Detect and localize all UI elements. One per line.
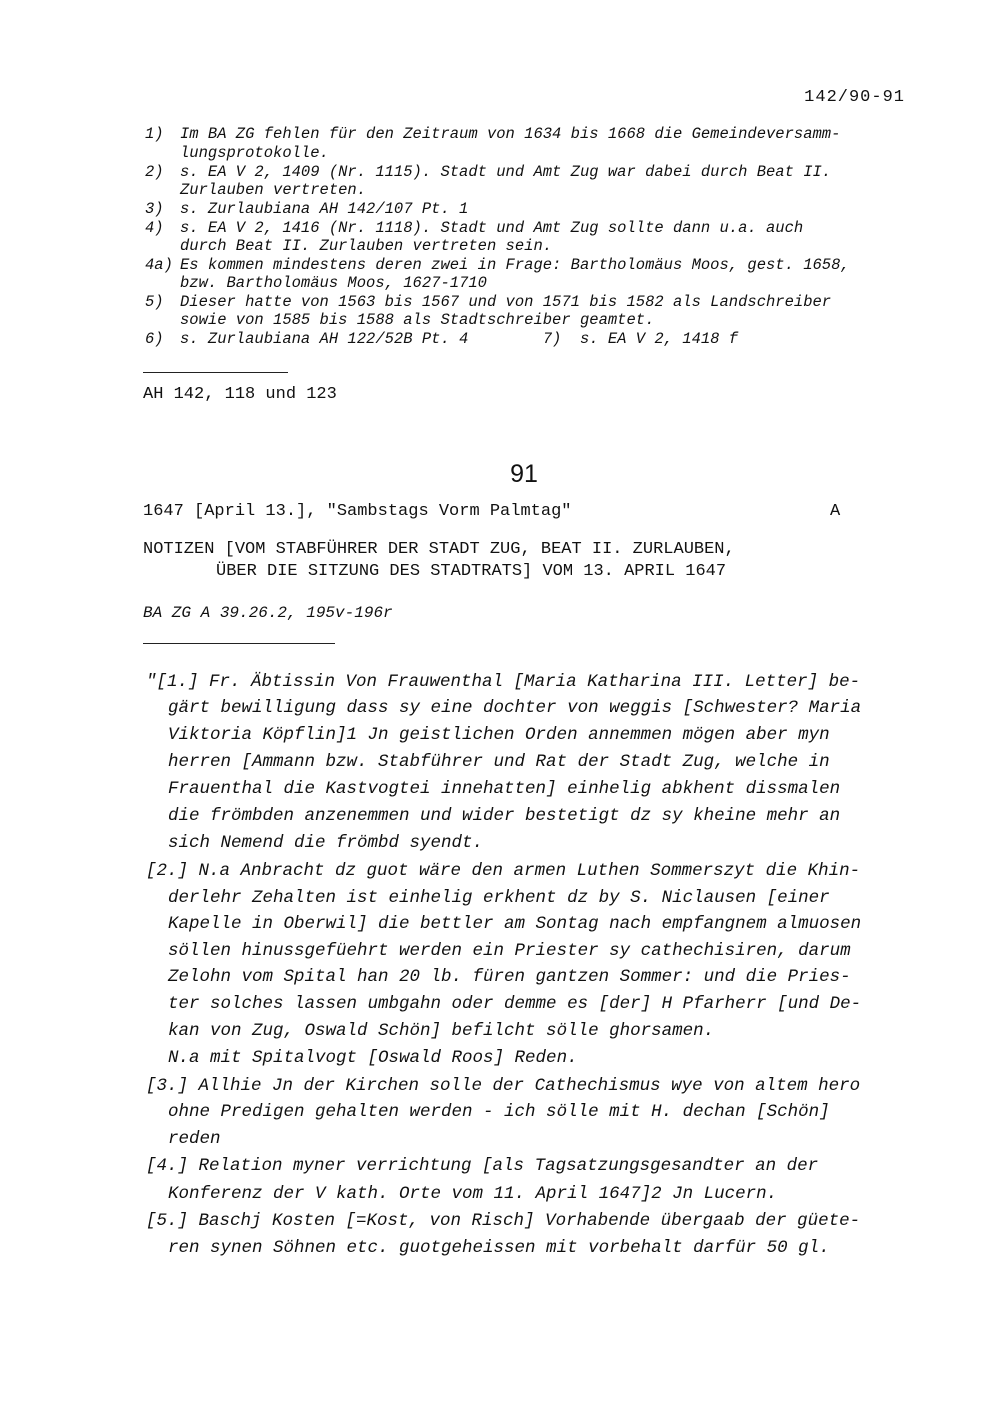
document-title-line: ÜBER DIE SITZUNG DES STADTRATS] VOM 13. APRIL 1647 bbox=[216, 562, 727, 581]
body-line: N.a mit Spitalvogt [Oswald Roos] Reden. bbox=[168, 1048, 578, 1068]
body-line: kan von Zug, Oswald Schön] befilcht sölle ghorsamen. bbox=[168, 1021, 715, 1041]
footnote-number: 4a) bbox=[145, 256, 173, 274]
reference-line: AH 142, 118 und 123 bbox=[143, 385, 337, 404]
body-line: Zelohn vom Spital han 20 lb. füren gantzen Sommer: und die Pries- bbox=[168, 967, 851, 987]
footnote-line: bzw. Bartholomäus Moos, 1627-1710 bbox=[180, 274, 487, 292]
body-line: die frömbden anzenemmen und wider bestetigt dz sy kheine mehr an bbox=[168, 806, 841, 826]
document-type-marker: A bbox=[830, 502, 841, 521]
footnote-divider bbox=[143, 372, 288, 373]
body-line: [4.] Relation myner verrichtung [als Tagsatzungsgesandter an der bbox=[146, 1156, 819, 1176]
document-date: 1647 [April 13.], "Sambstags Vorm Palmtag" bbox=[143, 502, 572, 521]
footnote-line: s. EA V 2, 1416 (Nr. 1118). Stadt und Amt Zug sollte dann u.a. auch bbox=[180, 219, 804, 237]
page-reference: 142/90-91 bbox=[804, 88, 905, 107]
footnote-number: 3) bbox=[145, 200, 164, 218]
body-line: Frauenthal die Kastvogtei innehatten] einhelig abkhent dissmalen bbox=[168, 779, 841, 799]
body-line: Konferenz der V kath. Orte vom 11. April 1647]2 Jn Lucern. bbox=[168, 1184, 778, 1204]
body-line: derlehr Zehalten ist einhelig erkhent dz by S. Niclausen [einer bbox=[168, 888, 830, 908]
body-line: [3.] Allhie Jn der Kirchen solle der Cathechismus wye von altem hero bbox=[146, 1076, 861, 1096]
footnote-line: durch Beat II. Zurlauben vertreten sein. bbox=[180, 237, 553, 255]
footnote-line: Im BA ZG fehlen für den Zeitraum von 1634 bis 1668 die Gemeindeversamm- bbox=[180, 125, 841, 143]
body-line: "[1.] Fr. Äbtissin Von Frauwenthal [Maria Katharina III. Letter] be- bbox=[146, 672, 861, 692]
footnote-line: Dieser hatte von 1563 bis 1567 und von 1571 bis 1582 als Landschreiber bbox=[180, 293, 832, 311]
body-line: reden bbox=[168, 1129, 221, 1149]
body-line: Kapelle in Oberwil] die bettler am Sontag nach empfangnem almuosen bbox=[168, 914, 862, 934]
footnote-line: lungsprotokolle. bbox=[180, 144, 329, 162]
footnote-line: Es kommen mindestens deren zwei in Frage: Bartholomäus Moos, gest. 1658, bbox=[180, 256, 850, 274]
footnote-number: 6) bbox=[145, 330, 164, 348]
footnote-number: 1) bbox=[145, 125, 164, 143]
document-source: BA ZG A 39.26.2, 195v-196r bbox=[143, 604, 393, 622]
footnote-line: sowie von 1585 bis 1588 als Stadtschreiber geamtet. bbox=[180, 311, 655, 329]
header-divider bbox=[143, 643, 335, 644]
body-line: gärt bewilligung dass sy eine dochter von weggis [Schwester? Maria bbox=[168, 698, 862, 718]
body-line: sich Nemend die frömbd syendt. bbox=[168, 833, 484, 853]
body-line: ohne Predigen gehalten werden - ich sölle mit H. dechan [Schön] bbox=[168, 1102, 830, 1122]
footnote-number: 5) bbox=[145, 293, 164, 311]
body-line: herren [Ammann bzw. Stabführer und Rat der Stadt Zug, welche in bbox=[168, 752, 830, 772]
body-line: ter solches lassen umbgahn oder demme es [der] H Pfarherr [und De- bbox=[168, 994, 862, 1014]
footnote-line: s. Zurlaubiana AH 122/52B Pt. 4 7) s. EA V 2, 1418 f bbox=[180, 330, 739, 348]
footnote-line: s. Zurlaubiana AH 142/107 Pt. 1 bbox=[180, 200, 469, 218]
footnote-line: Zurlauben vertreten. bbox=[180, 181, 367, 199]
body-line: ren synen Söhnen etc. guotgeheissen mit vorbehalt darfür 50 gl. bbox=[168, 1238, 830, 1258]
body-line: söllen hinussgefüehrt werden ein Priester sy cathechisiren, darum bbox=[168, 941, 851, 961]
footnote-number: 4) bbox=[145, 219, 164, 237]
footnote-number: 2) bbox=[145, 163, 164, 181]
body-line: [2.] N.a Anbracht dz guot wäre den armen Luthen Sommerszyt die Khin- bbox=[146, 861, 861, 881]
footnote-line: s. EA V 2, 1409 (Nr. 1115). Stadt und Amt Zug war dabei durch Beat II. bbox=[180, 163, 832, 181]
document-title-line: NOTIZEN [VOM STABFÜHRER DER STADT ZUG, BEAT II. ZURLAUBEN, bbox=[143, 540, 735, 559]
document-number: 91 bbox=[510, 460, 538, 488]
body-line: [5.] Baschj Kosten [=Kost, von Risch] Vorhabende übergaab der güete- bbox=[146, 1211, 861, 1231]
body-line: Viktoria Köpflin]1 Jn geistlichen Orden annemmen mögen aber myn bbox=[168, 725, 830, 745]
